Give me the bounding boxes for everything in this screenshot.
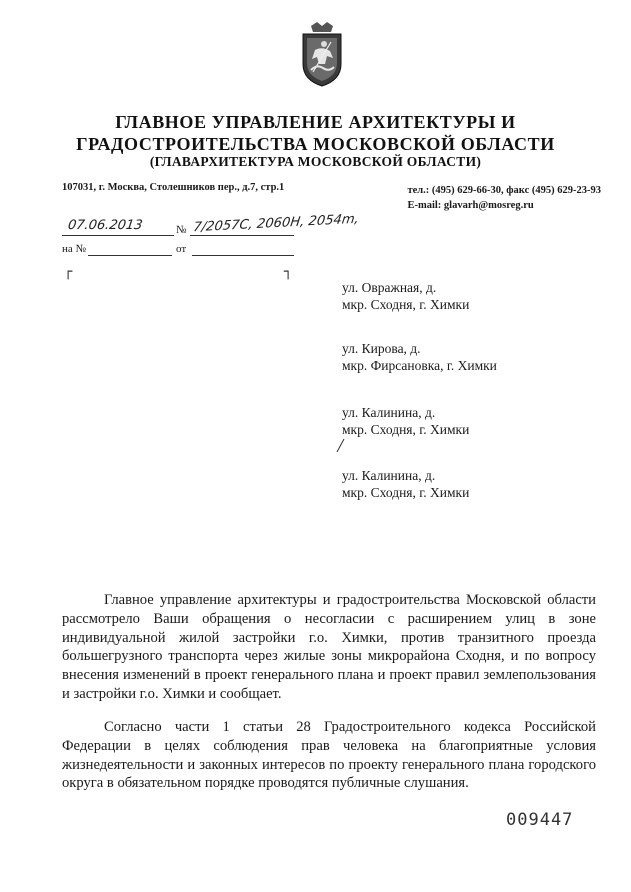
ref-number-underline [88, 255, 172, 256]
org-short-name: (ГЛАВАРХИТЕКТУРА МОСКОВСКОЙ ОБЛАСТИ) [149, 154, 482, 169]
addressee-district: мкр. Сходня, г. Химки [342, 422, 470, 437]
addressee-street: ул. Овражная, д. [342, 280, 437, 295]
addressee-block [342, 467, 469, 501]
org-name-line1: ГЛАВНОЕ УПРАВЛЕНИЕ АРХИТЕКТУРЫ И [115, 112, 516, 132]
pen-mark [334, 438, 346, 454]
addressee-block [342, 279, 469, 313]
org-name-line2: ГРАДОСТРОИТЕЛЬСТВА МОСКОВСКОЙ ОБЛАСТИ [76, 134, 555, 154]
org-contacts [407, 183, 601, 213]
number-underline [190, 235, 294, 236]
org-address: 107031, г. Москва, Столешников пер., д.7, стр.1 [62, 182, 285, 193]
ref-date-underline [192, 255, 294, 256]
org-phone-fax: тел.: (495) 629-66-30, факс (495) 629-23-93 [407, 185, 601, 196]
addressee-district: мкр. Фирсановка, г. Химки [342, 358, 497, 373]
addressee-district: мкр. Сходня, г. Химки [342, 297, 470, 312]
registration-date: 07.06.2013 [66, 218, 144, 233]
ref-prefix: на № [62, 243, 87, 255]
coat-of-arms-emblem [297, 20, 347, 88]
addressee-block [342, 404, 469, 438]
date-underline [62, 235, 174, 236]
body-paragraph: Согласно части 1 статьи 28 Градостроительного кодекса Российской Федерации в целях соблюдения прав человека на благоприятные условия жизнедеятельности и законных интересов по проекту генерального плана городского округа в обязательном порядке проводятся публичные слушания. [62, 719, 596, 792]
addressee-district: мкр. Сходня, г. Химки [342, 485, 470, 500]
addressee-block [342, 340, 497, 374]
addressee-street: ул. Калинина, д. [342, 468, 436, 483]
registration-number: 7/2057С, 2060Н, 2054m, [192, 211, 360, 236]
addressee-street: ул. Кирова, д. [342, 341, 421, 356]
org-email: E-mail: glavarh@mosreg.ru [407, 200, 534, 211]
body-paragraph: Главное управление архитектуры и градостроительства Московской области рассмотрело Ваши обращения о несогласии с расширением улиц в зоне индивидуальной жилой застройки г.о. Химки, против транзитного проезда большегрузного транспорта через жилые зоны микрорайона Сходня, и по вопросу внесения изменений в проект генерального плана и проект правил землепользования и застройки г.о. Химки и сообщает. [62, 592, 596, 702]
ref-from: от [176, 243, 187, 255]
corner-mark-left: ┌ [64, 264, 73, 280]
number-prefix: № [176, 224, 187, 236]
corner-mark-right: ┐ [284, 264, 293, 280]
document-stamp-number: 009447 [506, 810, 574, 830]
addressee-street: ул. Калинина, д. [342, 405, 436, 420]
